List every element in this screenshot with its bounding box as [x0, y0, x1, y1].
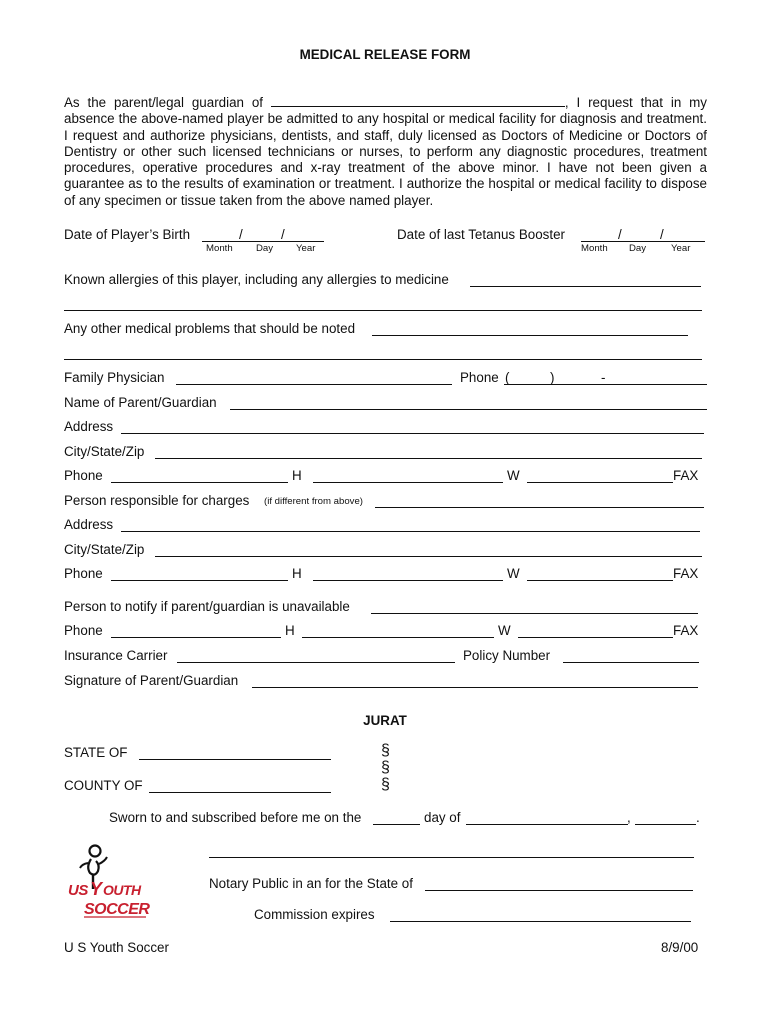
responsible-work-phone-field[interactable] [527, 580, 673, 581]
notify-work-phone-label: W [498, 623, 511, 638]
responsible-address-field[interactable] [121, 531, 700, 532]
physician-phone-label: Phone [460, 370, 499, 385]
responsible-person-field[interactable] [375, 507, 704, 508]
notify-person-label: Person to notify if parent/guardian is unavailable [64, 599, 350, 614]
tetanus-date-label: Date of last Tetanus Booster [397, 227, 565, 242]
notary-public-label: Notary Public in an for the State of [209, 876, 413, 891]
svg-text:US: US [68, 882, 88, 899]
other-problems-field[interactable] [372, 335, 688, 336]
day-of-text: day of [424, 810, 461, 825]
birth-date-field[interactable] [202, 241, 324, 242]
allergies-label: Known allergies of this player, including any allergies to medicine [64, 272, 449, 287]
policy-number-field[interactable] [563, 662, 699, 663]
intro-paragraph [64, 95, 707, 209]
parent-address-label: Address [64, 419, 114, 434]
responsible-address-label: Address [64, 517, 114, 532]
birth-date-slash-2: / [281, 227, 285, 242]
birth-date-label: Date of Player’s Birth [64, 227, 191, 242]
commission-expires-label: Commission expires [254, 907, 375, 922]
notify-home-phone-field[interactable] [302, 637, 494, 638]
parent-city-state-zip-label: City/State/Zip [64, 444, 145, 459]
sworn-period: . [696, 810, 700, 825]
parent-city-state-zip-field[interactable] [155, 458, 702, 459]
tetanus-month-caption: Month [581, 243, 608, 254]
responsible-person-label: Person responsible for charges [64, 493, 250, 508]
responsible-city-state-zip-label: City/State/Zip [64, 542, 145, 557]
responsible-person-note: (if different from above) [264, 496, 364, 507]
parent-work-phone-label: W [507, 468, 520, 483]
parent-home-phone-field[interactable] [313, 482, 503, 483]
birth-month-caption: Month [206, 243, 233, 254]
family-physician-field[interactable] [176, 384, 452, 385]
state-of-label: STATE OF [64, 745, 128, 760]
jurat-heading: JURAT [363, 713, 407, 728]
footer-date: 8/9/00 [661, 940, 699, 955]
notify-work-phone-field[interactable] [518, 637, 673, 638]
birth-date-slash-1: / [239, 227, 243, 242]
notify-person-field[interactable] [371, 613, 698, 614]
policy-number-label: Policy Number [463, 648, 551, 663]
parent-phone-label: Phone [64, 468, 103, 483]
section-mark-3: § [381, 776, 390, 793]
state-of-field[interactable] [139, 759, 331, 760]
insurance-carrier-field[interactable] [177, 662, 455, 663]
notary-state-field[interactable] [425, 890, 693, 891]
tetanus-day-caption: Day [629, 243, 647, 254]
allergies-field-line-2[interactable] [64, 310, 702, 311]
notify-home-phone-label: H [285, 623, 295, 638]
section-mark-1: § [381, 742, 390, 759]
signature-label: Signature of Parent/Guardian [64, 673, 239, 688]
svg-text:Y: Y [90, 879, 103, 899]
us-youth-soccer-logo [62, 843, 154, 923]
county-of-label: COUNTY OF [64, 778, 143, 793]
responsible-fax-label: FAX [673, 566, 699, 581]
other-problems-field-line-2[interactable] [64, 359, 702, 360]
notify-fax-label: FAX [673, 623, 699, 638]
svg-text:OUTH: OUTH [103, 882, 141, 898]
form-title: MEDICAL RELEASE FORM [299, 47, 471, 62]
sworn-comma: , [627, 810, 631, 825]
parent-phone-field[interactable] [111, 482, 288, 483]
svg-text:SOCCER: SOCCER [84, 901, 150, 918]
parent-name-label: Name of Parent/Guardian [64, 395, 217, 410]
responsible-city-state-zip-field[interactable] [155, 556, 702, 557]
tetanus-date-field[interactable] [581, 241, 705, 242]
responsible-home-phone-field[interactable] [313, 580, 503, 581]
responsible-work-phone-label: W [507, 566, 520, 581]
parent-home-phone-label: H [292, 468, 302, 483]
birth-day-caption: Day [256, 243, 274, 254]
signature-field[interactable] [252, 687, 698, 688]
physician-phone-dash: - [601, 370, 606, 385]
parent-fax-label: FAX [673, 468, 699, 483]
tetanus-year-caption: Year [671, 243, 691, 254]
notify-phone-field[interactable] [111, 637, 281, 638]
us-youth-soccer-logo-graphic [62, 843, 154, 923]
sworn-day-field[interactable] [373, 824, 420, 825]
commission-expires-field[interactable] [390, 921, 691, 922]
player-name-field[interactable] [271, 95, 565, 107]
family-physician-label: Family Physician [64, 370, 165, 385]
responsible-phone-field[interactable] [111, 580, 288, 581]
tetanus-date-slash-1: / [618, 227, 622, 242]
responsible-home-phone-label: H [292, 566, 302, 581]
birth-year-caption: Year [296, 243, 316, 254]
tetanus-date-slash-2: / [660, 227, 664, 242]
notify-phone-label: Phone [64, 623, 103, 638]
section-mark-2: § [381, 759, 390, 776]
intro-start-text: As the parent/legal guardian of [64, 95, 264, 110]
physician-phone-open-paren: ( [505, 370, 510, 385]
parent-name-field[interactable] [230, 409, 707, 410]
parent-address-field[interactable] [121, 433, 704, 434]
allergies-field[interactable] [470, 286, 701, 287]
notary-signature-field[interactable] [209, 857, 694, 858]
other-problems-label: Any other medical problems that should be noted [64, 321, 356, 336]
footer-organization: U S Youth Soccer [64, 940, 169, 955]
responsible-phone-label: Phone [64, 566, 103, 581]
physician-phone-field[interactable] [504, 384, 707, 385]
county-of-field[interactable] [149, 792, 331, 793]
intro-rest-text: , I request that in my absence the above-named player be admitted to any hospital or medical facility for diagnosis and treatment. I request and authorize physicians, dentists, and staff, duly licensed as Doctors of Medicine or Doctors of Dentistry or other such licensed technicians or nurses, to perform any diagnostic procedures, treatment procedures, operative procedures and x-ray treatment of the above minor. I have not been given a guarantee as to the results of examination or treatment. I authorize the hospital or medical facility to dispose of any specimen or tissue taken from the above named player. [64, 95, 707, 208]
sworn-text: Sworn to and subscribed before me on the [109, 810, 362, 825]
sworn-year-field[interactable] [635, 824, 696, 825]
sworn-month-field[interactable] [466, 824, 628, 825]
physician-phone-close-paren: ) [550, 370, 555, 385]
insurance-carrier-label: Insurance Carrier [64, 648, 168, 663]
parent-work-phone-field[interactable] [527, 482, 673, 483]
